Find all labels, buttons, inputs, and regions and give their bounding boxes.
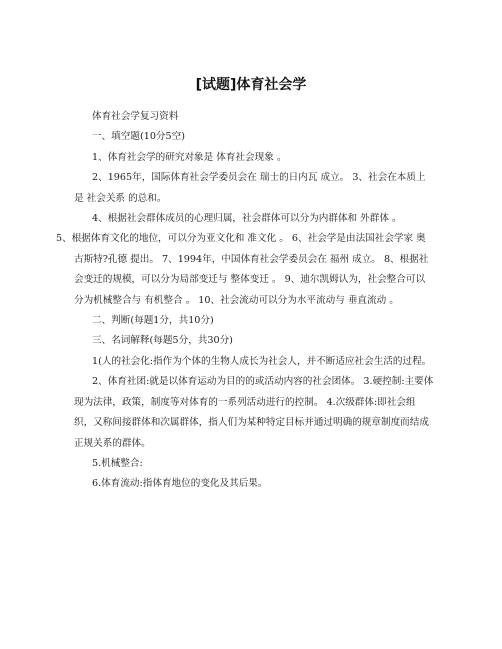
section-heading: 三、名词解释(每题5分，共30分) xyxy=(92,335,233,347)
paragraph: 1、体育社会学的研究对象是 体育社会现象 。 xyxy=(92,151,287,163)
paragraph: 2、体育社团:就是以体育运动为目的的或活动内容的社会团体。 3.硬控制:主要体现为法律，政策，制度等对体育的一系列活动进行的控制。 4.次级群体:即社会组织，又称间接群体和次属群体，指人们为某种特定目标并通过明确的规章制度而结成正规关系的群体。 xyxy=(74,376,434,449)
paragraph: 1(人的社会化:指作为个体的生物人成长为社会人，并不断适应社会生活的过程。 xyxy=(92,355,432,367)
paragraph: 体育社会学复习资料 xyxy=(92,111,179,122)
paragraph: 2、1965年，国际体育社会学委员会在 瑞士的日内瓦 成立。 3、社会在本质上是 社会关系 的总和。 xyxy=(74,172,426,204)
section-heading: 一、填空题(10分5空) xyxy=(92,131,185,143)
document-body xyxy=(56,107,434,495)
paragraph: 5.机械整合: xyxy=(92,457,143,469)
paragraph: 5、根据体育文化的地位，可以分为亚文化和 准文化 。 6、社会学是由法国社会学家 奥古斯特?孔德 提出。 7、1994年，中国体育社会学委员会在 福州 成立。 8、根据社会变迁的规模，可以分为局部变迁与 整体变迁 。 9、迪尔凯姆认为，社会整合可以分为机械整合与 有机整合 。 10、社会流动可以分为水平流动与 垂直流动 。 xyxy=(56,233,429,306)
document-title: [试题]体育社会学 xyxy=(195,77,307,93)
paragraph: 4、根据社会群体成员的心理归属，社会群体可以分为内群体和 外群体 。 xyxy=(92,213,402,225)
paragraph: 6.体育流动:指体育地位的变化及其后果。 xyxy=(92,478,268,490)
section-heading: 二、判断(每题1分，共10分) xyxy=(92,315,214,327)
